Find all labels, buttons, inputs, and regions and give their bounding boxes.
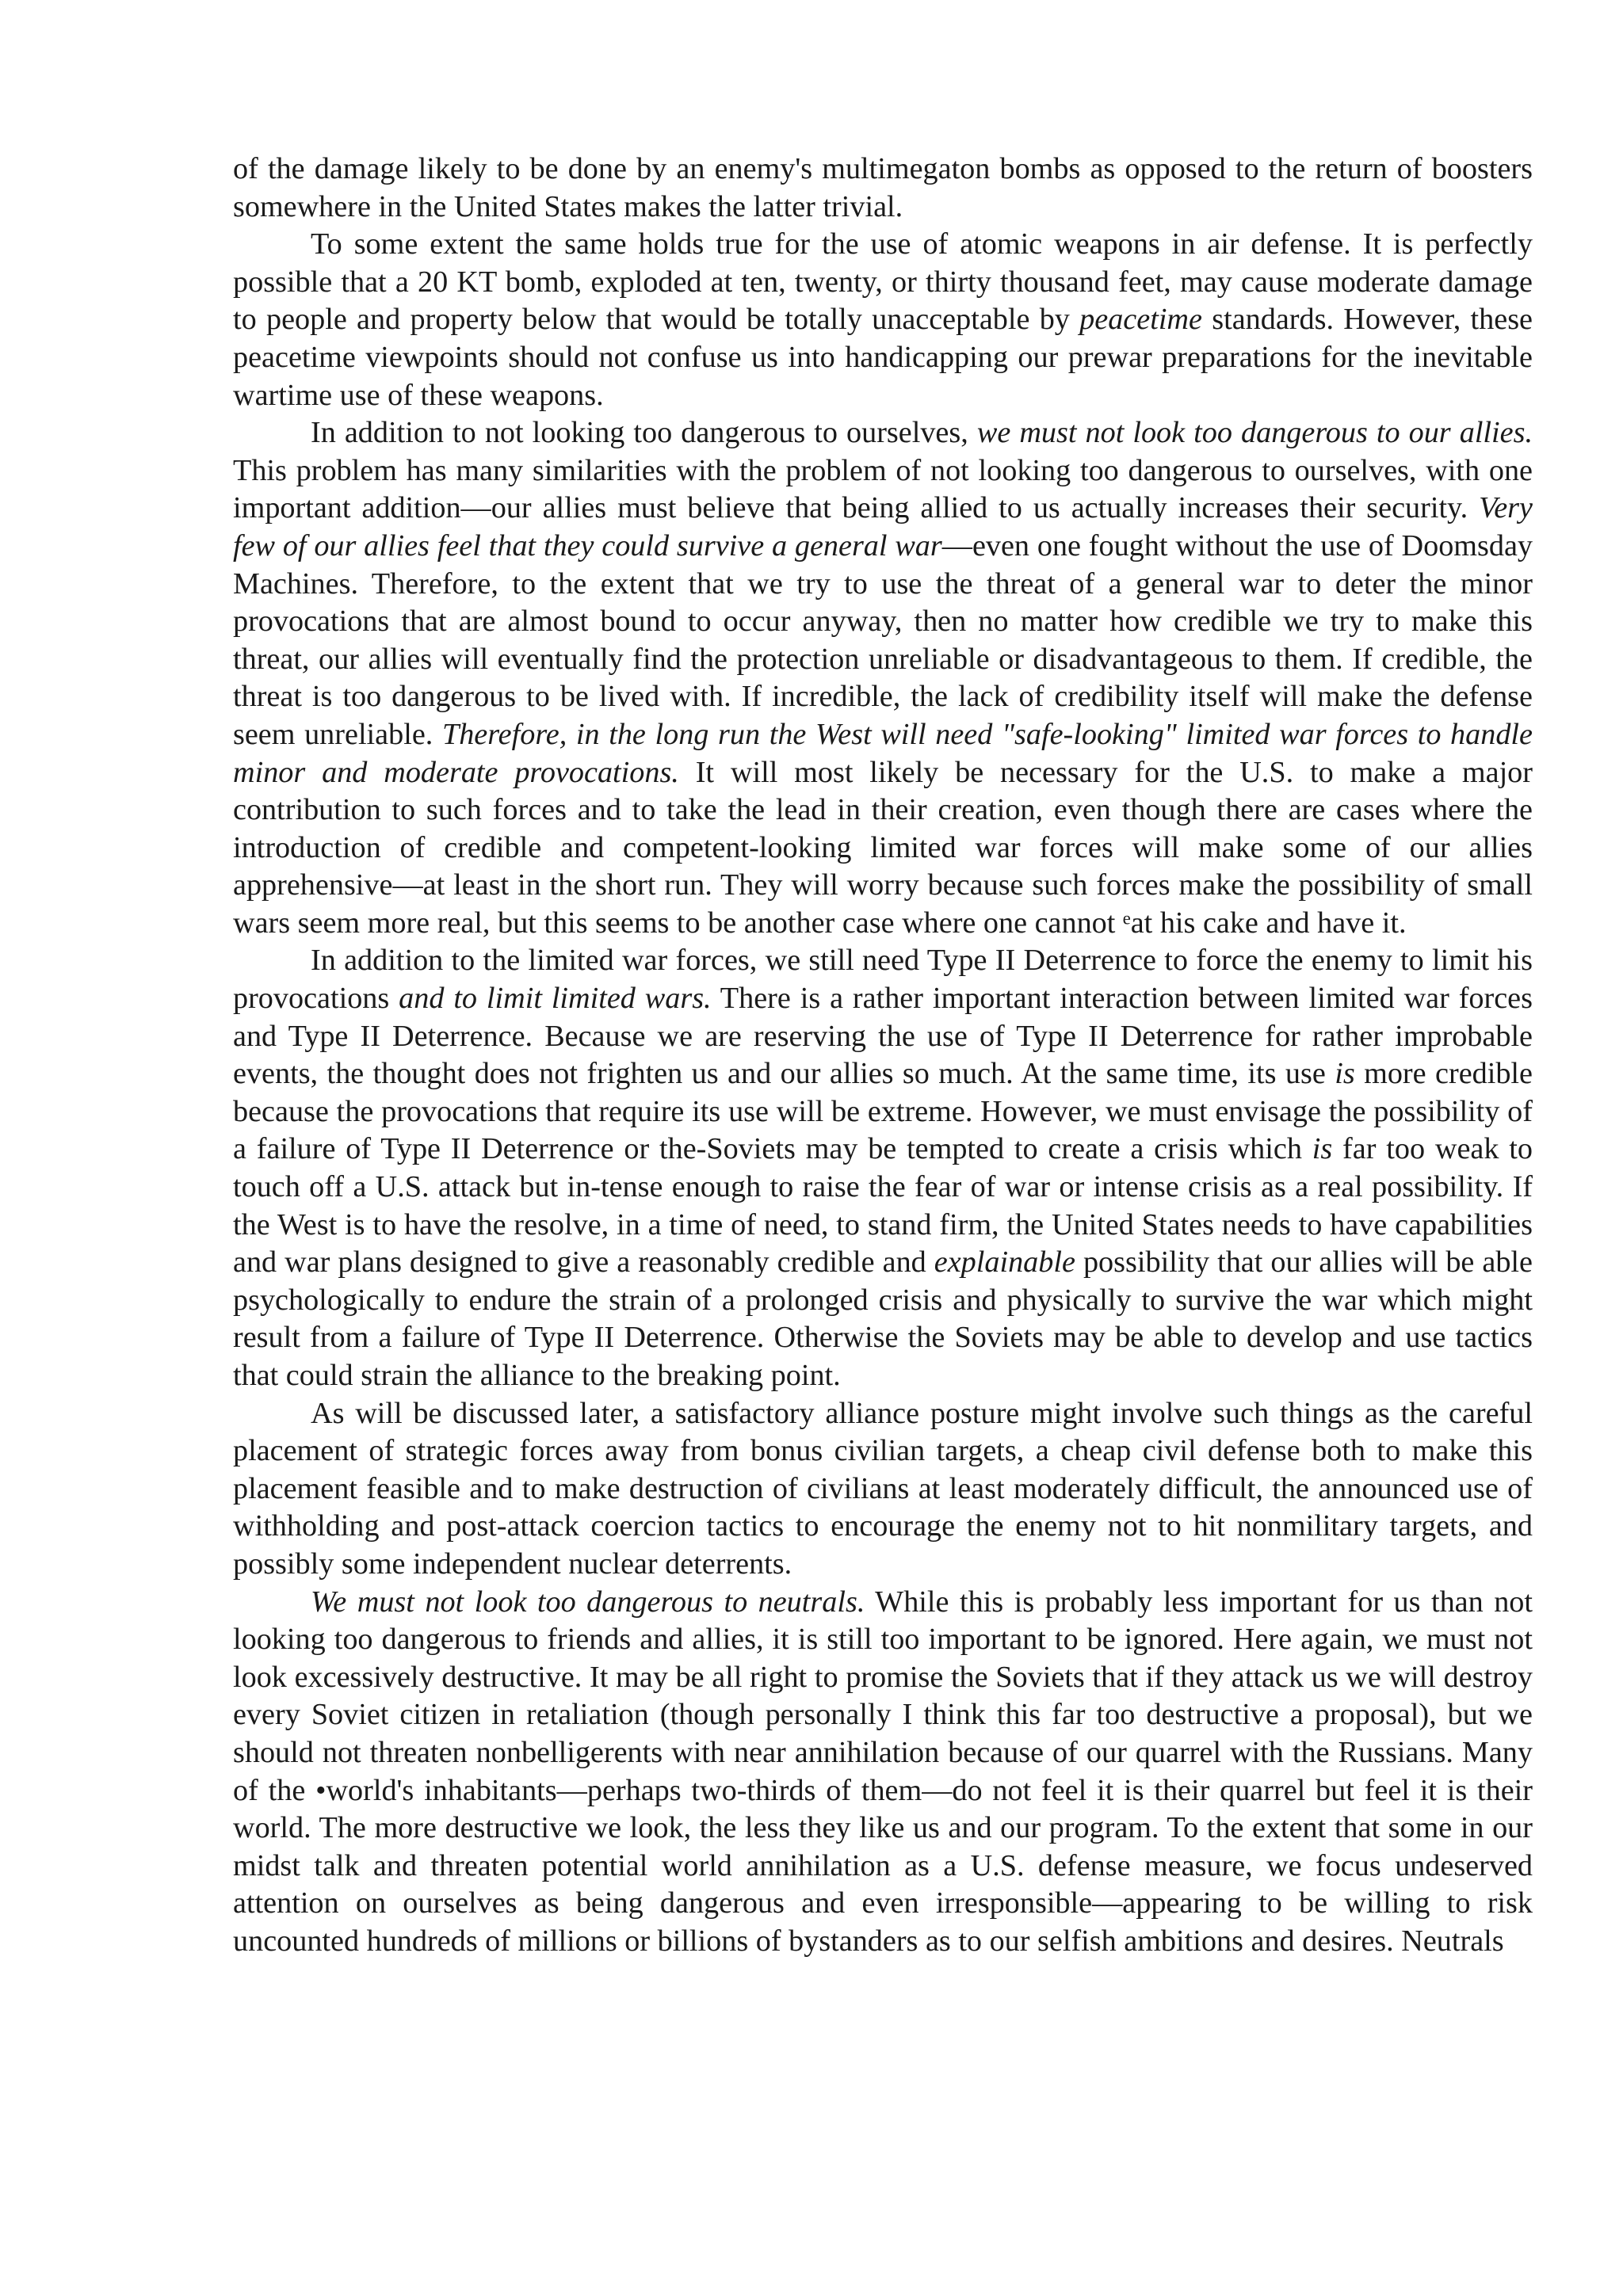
italic-text: we must not look too dangerous to our allies. [976,416,1533,450]
paragraph [233,1395,1533,1584]
text-run: —even one fought without the use of Doomsday Machines. Therefore, to the extent that we try to use the threat of a general war to deter the minor provocations that are almost bound to occur anyway, then no matter how credible we try to make this threat, our allies will eventually find the protection unreliable or disadvantageous to them. If credible, the threat is too dangerous to be lived with. If incredible, the lack of credibility itself will make the defense seem unreliable. [233,528,1533,751]
text-run: There is a rather important interaction between limited war forces and Type II Deterrence. Because we are reserving the use of Type II Deterrence for rather improbable events, the thought does not frighten us and our allies so much. At the same time, its use [233,982,1533,1091]
text-run: In addition to not looking too dangerous to ourselves, [311,416,977,450]
italic-text: Therefore, in the long run the West will need "safe-looking" limited war forces to handle minor and moderate provocations. [233,717,1533,789]
italic-text: Very few of our allies feel that they could survive a general war [233,491,1533,563]
paragraph [233,1584,1533,1961]
text-run: To some extent the same holds true for the use of atomic weapons in air defense. It is perfectly possible that a 20 KT bomb, exploded at ten, twenty, or thirty thousand feet, may cause moderate damage to people and property below that would be totally unacceptable by [233,227,1533,337]
text-run: As will be discussed later, a satisfactory alliance posture might involve such things as the careful placement of strategic forces away from bonus civilian targets, a cheap civil defense both to make this placement feasible and to make destruction of civilians at least moderately difficult, the announced use of withholding and post-attack coercion tactics to encourage the enemy not to hit nonmilitary targets, and possibly some independent nuclear deterrents. [233,1396,1533,1581]
paragraph [233,151,1533,226]
text-run: It will most likely be necessary for the U.S. to make a major contribution to such forces and to take the lead in their creation, even though there are cases where the introduction of credible and competent-looking limited war forces will make some of our allies apprehensive—at least in the short run. They will worry because such forces make the possibility of small wars seem more real, but this seems to be another case where one cannot ᵉat his cake and have it. [233,755,1533,940]
italic-text: peacetime [1079,303,1202,337]
italic-text: explainable [934,1245,1075,1280]
italic-text: is [1335,1057,1355,1091]
text-run: of the damage likely to be done by an enemy's multimegaton bombs as opposed to the return of boosters somewhere in the United States makes the latter trivial. [233,152,1533,223]
paragraph [233,226,1533,414]
text-run: This problem has many similarities with the problem of not looking too dangerous to ourselves, with one important addition—our allies must believe that being allied to us actually increases their security. [233,453,1533,525]
italic-text: and to limit limited wars. [399,982,712,1016]
italic-text: is [1312,1132,1333,1166]
italic-text: We must not look too dangerous to neutrals. [311,1585,865,1619]
paragraph [233,942,1533,1394]
text-run: more credible because the provocations that require its use will be extreme. However, we must envisage the possibility of a failure of Type II Deterrence or the-Soviets may be tempted to create a crisis which [233,1057,1533,1166]
paragraph [233,414,1533,942]
document-page [233,151,1533,1961]
text-run: In addition to the limited war forces, we still need Type II Deterrence to force the enemy to limit his provocations [233,944,1533,1016]
text-run: While this is probably less important for us than not looking too dangerous to friends and allies, it is still too important to be ignored. Here again, we must not look excessively destructive. It may be all right to promise the Soviets that if they attack us we will destroy every Soviet citizen in retaliation (though personally I think this far too destructive a proposal), but we should not threaten nonbelligerents with near annihilation because of our quarrel with the Russians. Many of the •world's inhabitants—perhaps two-thirds of them—do not feel it is their quarrel but feel it is their world. The more destructive we look, the less they like us and our program. To the extent that some in our midst talk and threaten potential world annihilation as a U.S. defense measure, we focus undeserved attention on ourselves as being dangerous and even irresponsible—appearing to be willing to risk uncounted hundreds of millions or billions of bystanders as to our selfish ambitions and desires. Neutrals [233,1585,1533,1958]
text-run: far too weak to touch off a U.S. attack but in-tense enough to raise the fear of war or intense crisis as a real possibility. If the West is to have the resolve, in a time of need, to stand firm, the United States needs to have capabilities and war plans designed to give a reasonably credible and [233,1132,1533,1280]
text-run: possibility that our allies will be able psychologically to endure the strain of a prolonged crisis and physically to survive the war which might result from a failure of Type II Deterrence. Otherwise the Soviets may be able to develop and use tactics that could strain the alliance to the breaking point. [233,1245,1533,1392]
text-run: standards. However, these peacetime viewpoints should not confuse us into handicapping our prewar preparations for the inevitable wartime use of these weapons. [233,303,1533,412]
